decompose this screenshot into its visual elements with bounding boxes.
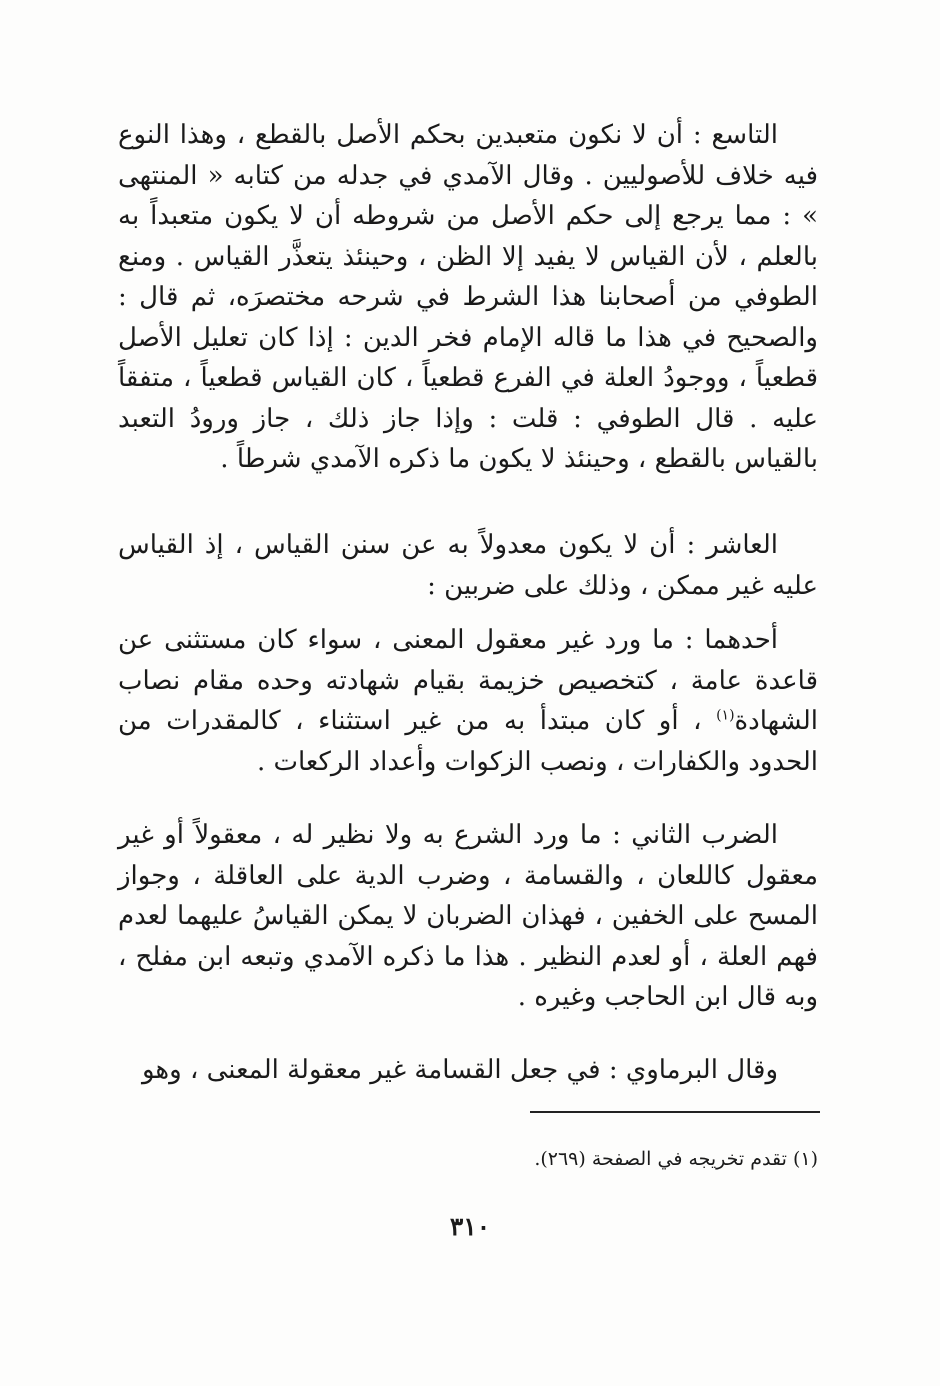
paragraph-text: الضرب الثاني : ما ورد الشرع به ولا نظير له ، معقولاً أو غير معقول كاللعان ، والقسامة ، وضرب الدية على العاقلة ، وجواز المسح على الخفين ، فهذان الضربان لا يمكن القياسُ عليهما لعدم فهم العلة ، أو لعدم النظير . هذا ما ذكره الآمدي وتبعه ابن مفلح ، وبه قال ابن الحاجب وغيره . [118,820,818,1012]
paragraph-text: العاشر : أن لا يكون معدولاً به عن سنن القياس ، إذ القياس عليه غير ممكن ، وذلك على ضربين : [118,530,818,601]
paragraph-1 [118,115,818,480]
footnote [400,1145,818,1173]
footnote-marker: (١) [716,707,735,724]
page-number: ٣١٠ [449,1212,491,1241]
footnote-text: (١) تقدم تخريجه في الصفحة (٢٦٩). [534,1148,818,1170]
paragraph-text-before: أحدهما : ما ورد غير معقول المعنى ، سواء كان مستثنى عن قاعدة عامة ، كتخصيص خزيمة بقيام شهادته وحده مقام نصاب الشهادة [118,625,818,736]
paragraph-text: التاسع : أن لا نكون متعبدين بحكم الأصل بالقطع ، وهذا النوع فيه خلاف للأصوليين . وقال الآمدي في جدله من كتابه « المنتهى » : مما يرجع إلى حكم الأصل من شروطه أن لا يكون متعبداً به بالعلم ، لأن القياس لا يفيد إلا الظن ، وحينئذ يتعذَّر القياس . ومنع الطوفي من أصحابنا هذا الشرط في شرحه مختصرَه، ثم قال : والصحيح في هذا ما قاله الإمام فخر الدين : إذا كان تعليل الأصل قطعياً ، ووجودُ العلة في الفرع قطعياً ، كان القياس قطعياً ، متفقاً عليه . قال الطوفي : قلت : وإذا جاز ذلك ، جاز ورودُ التعبد بالقياس بالقطع ، وحينئذ لا يكون ما ذكره الآمدي شرطاً . [118,120,819,474]
footnote-divider [530,1111,820,1113]
paragraph-5 [118,1050,818,1091]
paragraph-text: وقال البرماوي : في جعل القسامة غير معقولة المعنى ، وهو [141,1055,778,1085]
paragraph-3 [118,620,818,782]
paragraph-2 [118,525,818,606]
paragraph-4 [118,815,818,1018]
paragraph-text [118,620,818,782]
paragraph-text-after: ، أو كان مبتدأ به من غير استثناء ، كالمقدرات من الحدود والكفارات ، ونصب الزكوات وأعداد الركعات . [118,706,818,777]
